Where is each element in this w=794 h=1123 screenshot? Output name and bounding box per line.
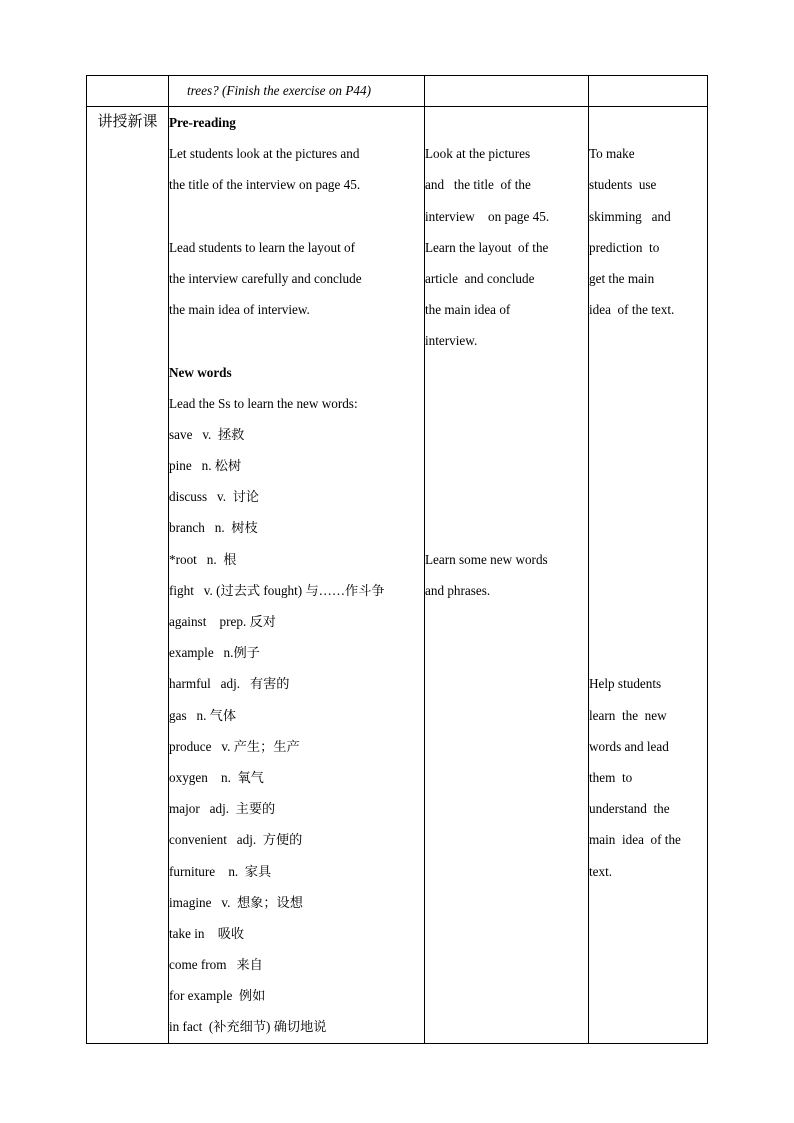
vocab-list bbox=[169, 419, 424, 1043]
text-line: the main idea of bbox=[425, 302, 511, 318]
text-line: interview on page 45. bbox=[425, 208, 550, 224]
purpose-new-words-lines bbox=[589, 668, 707, 886]
text-line: them to bbox=[589, 769, 633, 785]
vocab-item: save v. 拯救 bbox=[169, 426, 245, 442]
vocab-item: *root n. 根 bbox=[169, 551, 237, 567]
text-line: the interview carefully and conclude bbox=[169, 270, 362, 286]
text-line: students use bbox=[589, 177, 657, 193]
top-row-col1 bbox=[87, 76, 169, 107]
teacher-activity-cell bbox=[169, 107, 425, 1044]
top-row-col2 bbox=[169, 76, 425, 107]
text-line: To make bbox=[589, 146, 635, 162]
vocab-item: harmful adj. 有害的 bbox=[169, 676, 290, 692]
vocab-item: for example 例如 bbox=[169, 988, 266, 1004]
text-line: Let students look at the pictures and bbox=[169, 146, 360, 162]
text-line: text. bbox=[589, 863, 613, 879]
text-line: Help students bbox=[589, 676, 662, 692]
new-words-intro: Lead the Ss to learn the new words: bbox=[169, 395, 358, 411]
text-line bbox=[169, 325, 424, 356]
text-line: Learn the layout of the bbox=[425, 239, 549, 255]
vocab-item: furniture n. 家具 bbox=[169, 863, 272, 879]
text-line: skimming and bbox=[589, 208, 671, 224]
text-line: understand the bbox=[589, 801, 670, 817]
table-row bbox=[87, 107, 708, 1044]
text-line: and the title of the bbox=[425, 177, 531, 193]
text-line: learn the new bbox=[589, 707, 667, 723]
top-row-col4 bbox=[589, 76, 708, 107]
student-activity-cell bbox=[425, 107, 589, 1044]
teacher-pre-reading-lines bbox=[169, 138, 424, 356]
text-line: the title of the interview on page 45. bbox=[169, 177, 361, 193]
text-line: and phrases. bbox=[425, 582, 491, 598]
pre-reading-heading: Pre-reading bbox=[169, 115, 236, 130]
lesson-plan-table bbox=[86, 75, 708, 1044]
vocab-item: convenient adj. 方便的 bbox=[169, 832, 303, 848]
vocab-item: imagine v. 想象；设想 bbox=[169, 894, 303, 910]
table-row bbox=[87, 76, 708, 107]
vocab-item: gas n. 气体 bbox=[169, 707, 237, 723]
section-label: 讲授新课 bbox=[97, 114, 158, 130]
text-line: Learn some new words bbox=[425, 551, 548, 567]
text-line: Look at the pictures bbox=[425, 146, 531, 162]
vocab-item: take in 吸收 bbox=[169, 925, 245, 941]
text-line: the main idea of interview. bbox=[169, 302, 310, 318]
text-line: words and lead bbox=[589, 738, 669, 754]
student-pre-reading-lines bbox=[425, 138, 588, 356]
exercise-note: trees? (Finish the exercise on P44) bbox=[187, 83, 371, 98]
top-row-col3 bbox=[425, 76, 589, 107]
vocab-item: example n.例子 bbox=[169, 645, 260, 661]
text-line: interview. bbox=[425, 333, 478, 349]
text-line: get the main bbox=[589, 270, 655, 286]
vocab-item: fight v. (过去式 fought) 与……作斗争 bbox=[169, 582, 385, 598]
vocab-item: pine n. 松树 bbox=[169, 458, 242, 474]
student-new-words-lines bbox=[425, 544, 588, 606]
vocab-item: in fact (补充细节) 确切地说 bbox=[169, 1019, 327, 1035]
purpose-cell bbox=[589, 107, 708, 1044]
text-line: article and conclude bbox=[425, 270, 535, 286]
text-line: main idea of the bbox=[589, 832, 681, 848]
vocab-item: oxygen n. 氧气 bbox=[169, 769, 264, 785]
vocab-item: discuss v. 讨论 bbox=[169, 489, 259, 505]
purpose-pre-reading-lines bbox=[589, 138, 707, 325]
text-line bbox=[169, 201, 424, 232]
section-label-cell bbox=[87, 107, 169, 1044]
vocab-item: branch n. 树枝 bbox=[169, 520, 258, 536]
vocab-item: come from 来自 bbox=[169, 957, 263, 973]
vocab-item: major adj. 主要的 bbox=[169, 801, 276, 817]
vocab-item: produce v. 产生；生产 bbox=[169, 738, 300, 754]
text-line: idea of the text. bbox=[589, 302, 675, 318]
new-words-heading: New words bbox=[169, 364, 232, 380]
vocab-item: against prep. 反对 bbox=[169, 614, 276, 629]
text-line: prediction to bbox=[589, 239, 660, 255]
text-line: Lead students to learn the layout of bbox=[169, 239, 356, 255]
